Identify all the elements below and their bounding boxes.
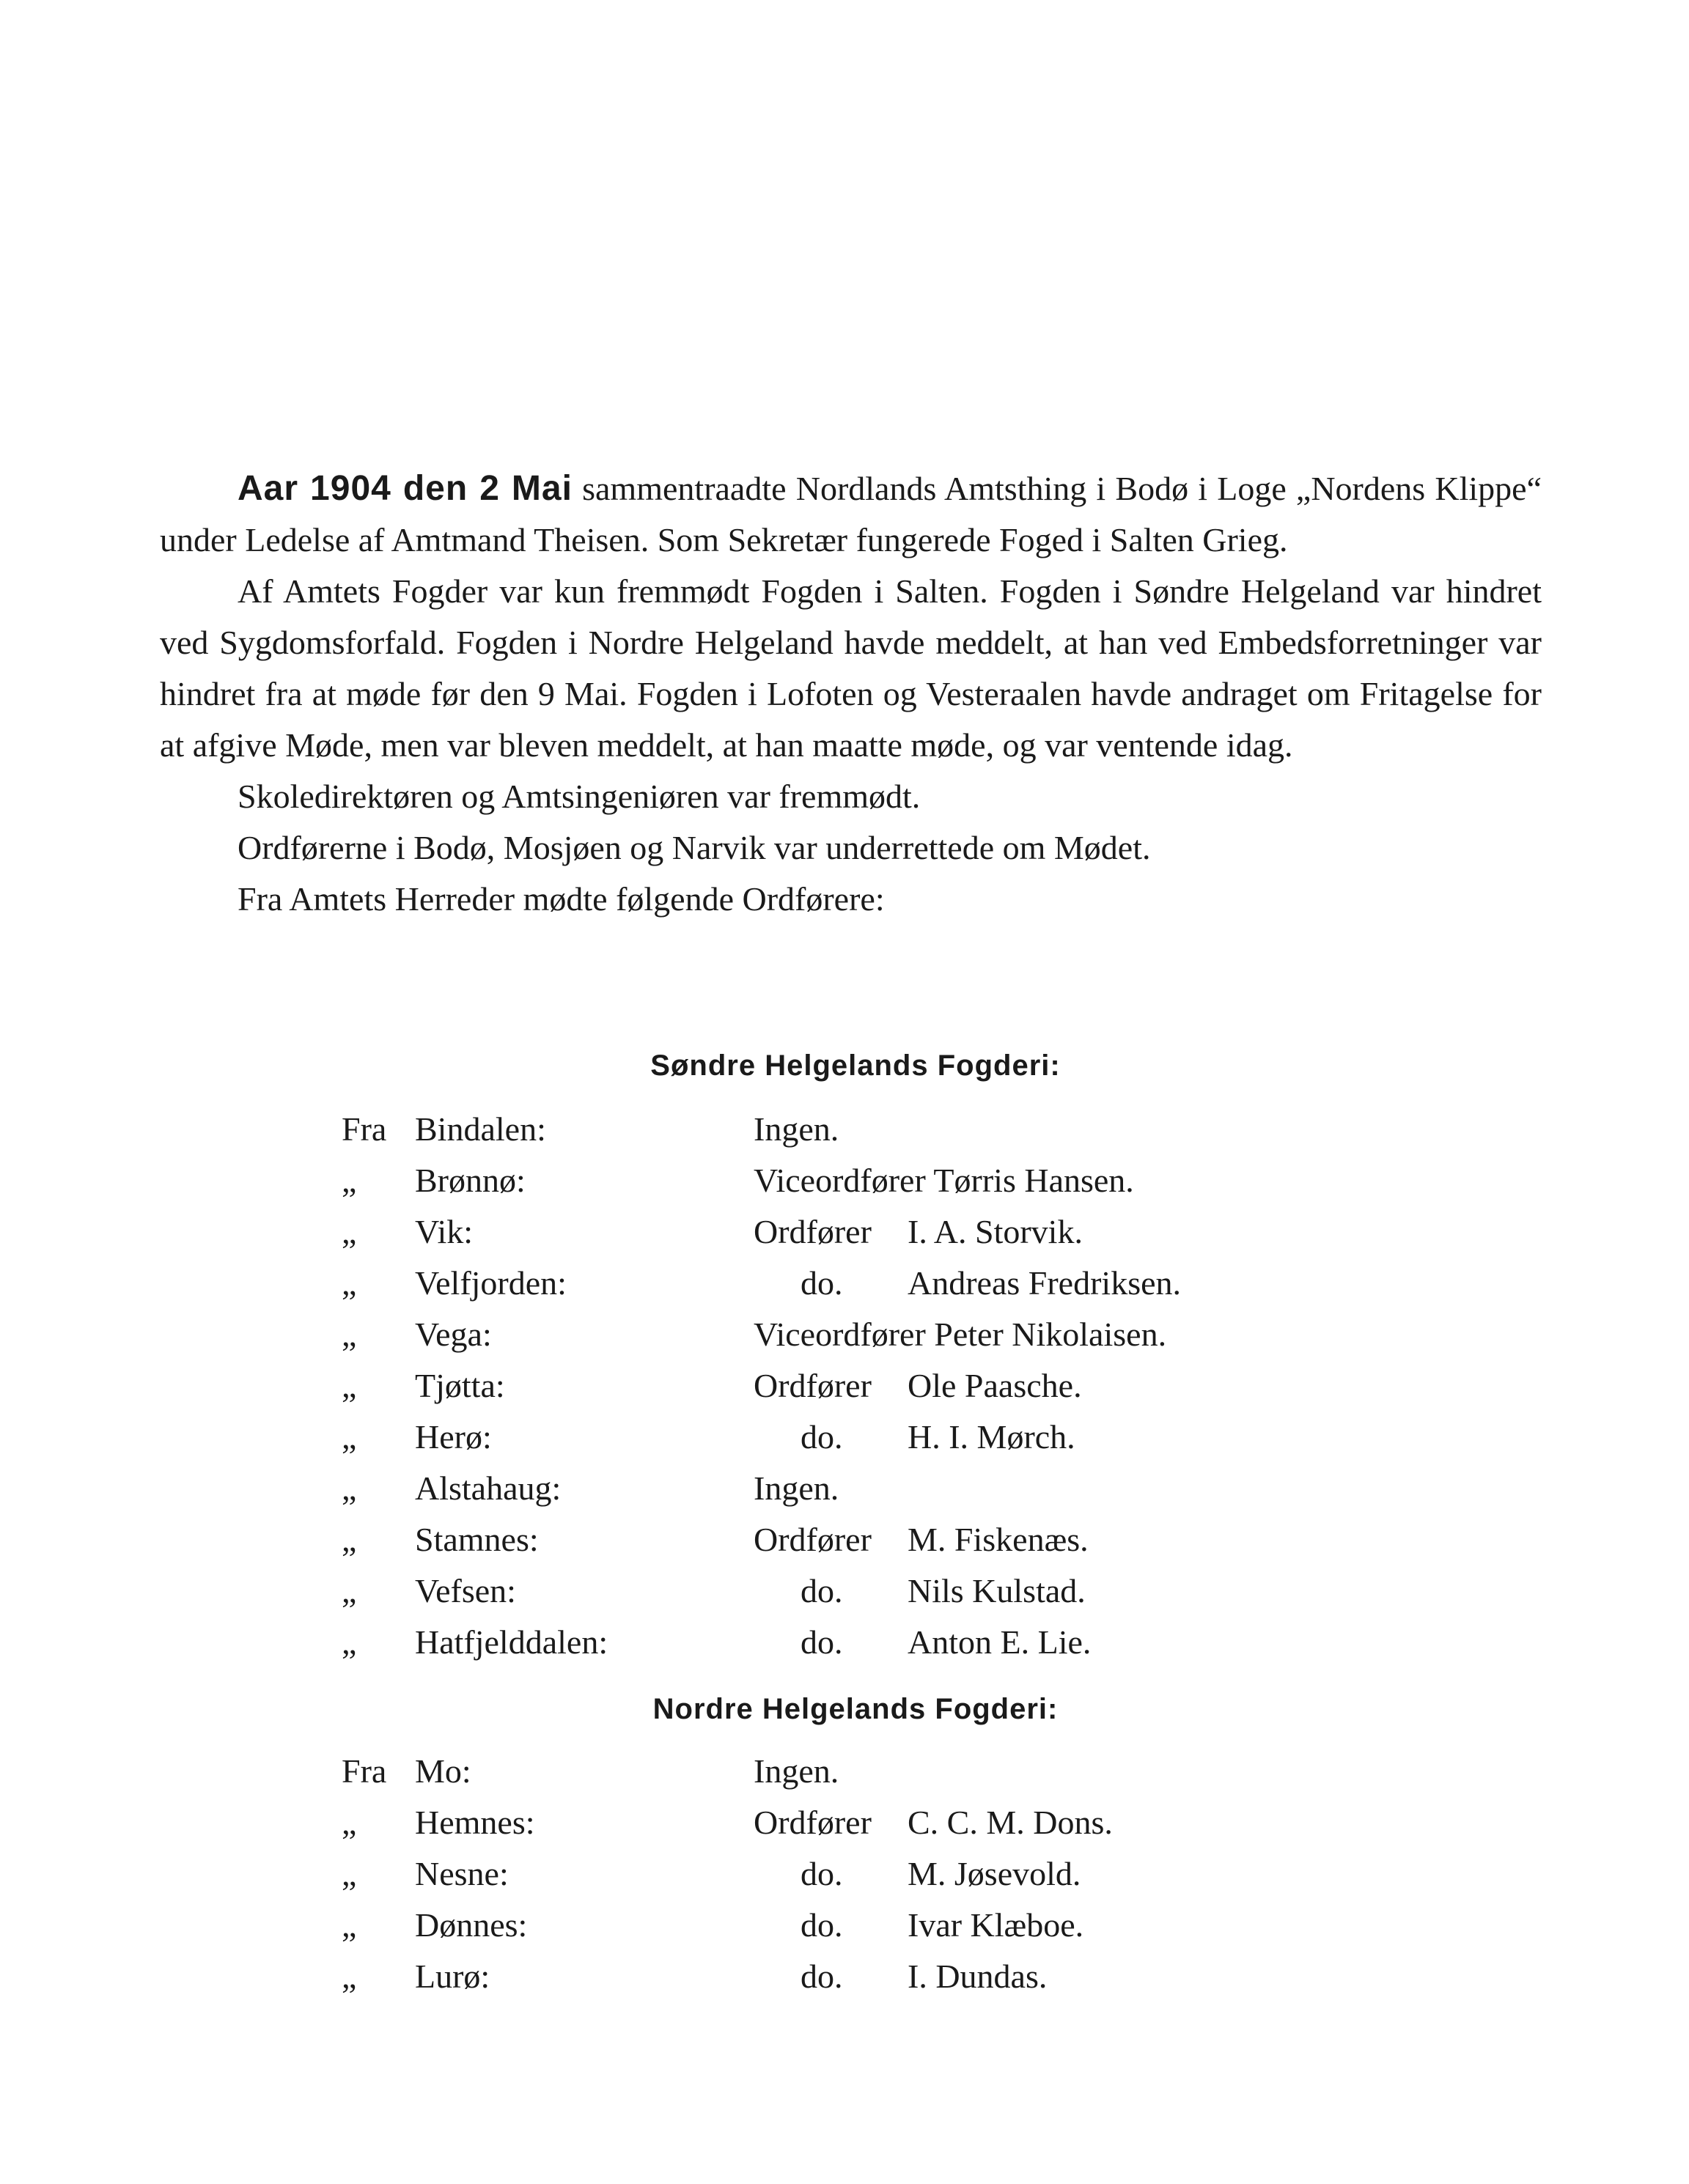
row-place: Lurø: (415, 1958, 490, 1995)
roster-row (0, 1366, 1689, 1417)
row-place: Hatfjelddalen: (415, 1623, 608, 1661)
row-prefix: „ (342, 1162, 357, 1199)
row-place: Alstahaug: (415, 1469, 562, 1507)
row-name: Ingen. (754, 1110, 839, 1148)
row-prefix: „ (342, 1572, 357, 1609)
row-prefix: „ (342, 1958, 357, 1995)
intro-paragraph-1 (160, 463, 1542, 566)
roster-row (0, 1623, 1689, 1674)
row-prefix: „ (342, 1213, 357, 1250)
intro-paragraph-4: Ordførerne i Bodø, Mosjøen og Narvik var underrettede om Mødet. (238, 829, 1151, 866)
row-prefix: „ (342, 1521, 357, 1558)
row-prefix: Fra (342, 1752, 387, 1790)
row-prefix: „ (342, 1316, 357, 1353)
row-place: Brønnø: (415, 1162, 526, 1199)
intro-paragraph-1-text: sammentraadte Nordlands Amtsthing i Bodø i Loge „Nordens Klippe“ under Ledelse af Amtmand Theisen. Som Sekretær fungerede Foged i Salten Grieg. (160, 470, 1542, 558)
row-prefix: „ (342, 1264, 357, 1302)
row-name: H. I. Mørch. (908, 1418, 1075, 1456)
row-prefix: „ (342, 1855, 357, 1892)
row-prefix: Fra (342, 1110, 387, 1148)
roster-row (0, 1161, 1689, 1212)
row-name: M. Fiskenæs. (908, 1521, 1089, 1558)
row-place: Nesne: (415, 1855, 509, 1892)
row-title: Ordfører (754, 1367, 872, 1404)
row-name: Andreas Fredriksen. (908, 1264, 1182, 1302)
roster-sondre-helgeland (0, 1110, 1689, 1674)
roster-row (0, 1854, 1689, 1906)
row-name: M. Jøsevold. (908, 1855, 1081, 1892)
roster-row (0, 1263, 1689, 1315)
row-name: Viceordfører Peter Nikolaisen. (754, 1316, 1167, 1353)
row-name: I. A. Storvik. (908, 1213, 1083, 1250)
intro-text (160, 463, 1542, 925)
row-prefix: „ (342, 1367, 357, 1404)
row-name: Ingen. (754, 1469, 839, 1507)
roster-row (0, 1957, 1689, 2008)
row-title: do. (801, 1906, 843, 1944)
roster-row (0, 1906, 1689, 1957)
row-title: do. (801, 1418, 843, 1456)
roster-row (0, 1752, 1689, 1803)
row-place: Mo: (415, 1752, 471, 1790)
row-place: Vik: (415, 1213, 474, 1250)
row-place: Dønnes: (415, 1906, 528, 1944)
row-place: Herø: (415, 1418, 492, 1456)
intro-paragraph-2: Af Amtets Fogder var kun fremmødt Fogden i Salten. Fogden i Søndre Helgeland var hindret ved Sygdomsforfald. Fogden i Nordre Helgeland havde meddelt, at han ved Embedsforretninger var hindret fra at møde før den 9 Mai. Fogden i Lofoten og Vesteraalen havde andraget om Fritagelse for at afgive Møde, men var bleven meddelt, at han maatte møde, og var ventende idag. (160, 572, 1542, 764)
row-name: I. Dundas. (908, 1958, 1048, 1995)
row-title: do. (801, 1958, 843, 1995)
row-name: Ingen. (754, 1752, 839, 1790)
roster-row (0, 1803, 1689, 1854)
row-prefix: „ (342, 1469, 357, 1507)
roster-row (0, 1520, 1689, 1571)
row-name: Ivar Klæboe. (908, 1906, 1084, 1944)
row-prefix: „ (342, 1804, 357, 1841)
row-prefix: „ (342, 1906, 357, 1944)
roster-nordre-helgeland (0, 1752, 1689, 2008)
opening-date: Aar 1904 den 2 Mai (238, 469, 573, 508)
row-title: do. (801, 1572, 843, 1609)
roster-row (0, 1212, 1689, 1263)
roster-row (0, 1469, 1689, 1520)
row-name: Anton E. Lie. (908, 1623, 1092, 1661)
roster-row (0, 1417, 1689, 1469)
row-title: do. (801, 1264, 843, 1302)
section-heading-sondre-helgeland: Søndre Helgelands Fogderi: (650, 1049, 1061, 1082)
row-title: Ordfører (754, 1213, 872, 1250)
row-name: C. C. M. Dons. (908, 1804, 1113, 1841)
roster-row (0, 1315, 1689, 1366)
row-title: Ordfører (754, 1521, 872, 1558)
intro-paragraph-5: Fra Amtets Herreder mødte følgende Ordførere: (238, 880, 885, 918)
roster-row (0, 1571, 1689, 1623)
row-name: Nils Kulstad. (908, 1572, 1086, 1609)
section-heading-nordre-helgeland: Nordre Helgelands Fogderi: (652, 1693, 1059, 1725)
roster-row (0, 1110, 1689, 1161)
row-name: Viceordfører Tørris Hansen. (754, 1162, 1134, 1199)
row-title: do. (801, 1855, 843, 1892)
row-place: Hemnes: (415, 1804, 535, 1841)
row-prefix: „ (342, 1418, 357, 1456)
row-place: Vefsen: (415, 1572, 516, 1609)
row-place: Bindalen: (415, 1110, 546, 1148)
row-place: Stamnes: (415, 1521, 539, 1558)
row-title: Ordfører (754, 1804, 872, 1841)
row-place: Tjøtta: (415, 1367, 505, 1404)
row-place: Vega: (415, 1316, 492, 1353)
row-prefix: „ (342, 1623, 357, 1661)
row-title: do. (801, 1623, 843, 1661)
row-name: Ole Paasche. (908, 1367, 1082, 1404)
intro-paragraph-3: Skoledirektøren og Amtsingeniøren var fremmødt. (238, 778, 921, 815)
row-place: Velfjorden: (415, 1264, 567, 1302)
